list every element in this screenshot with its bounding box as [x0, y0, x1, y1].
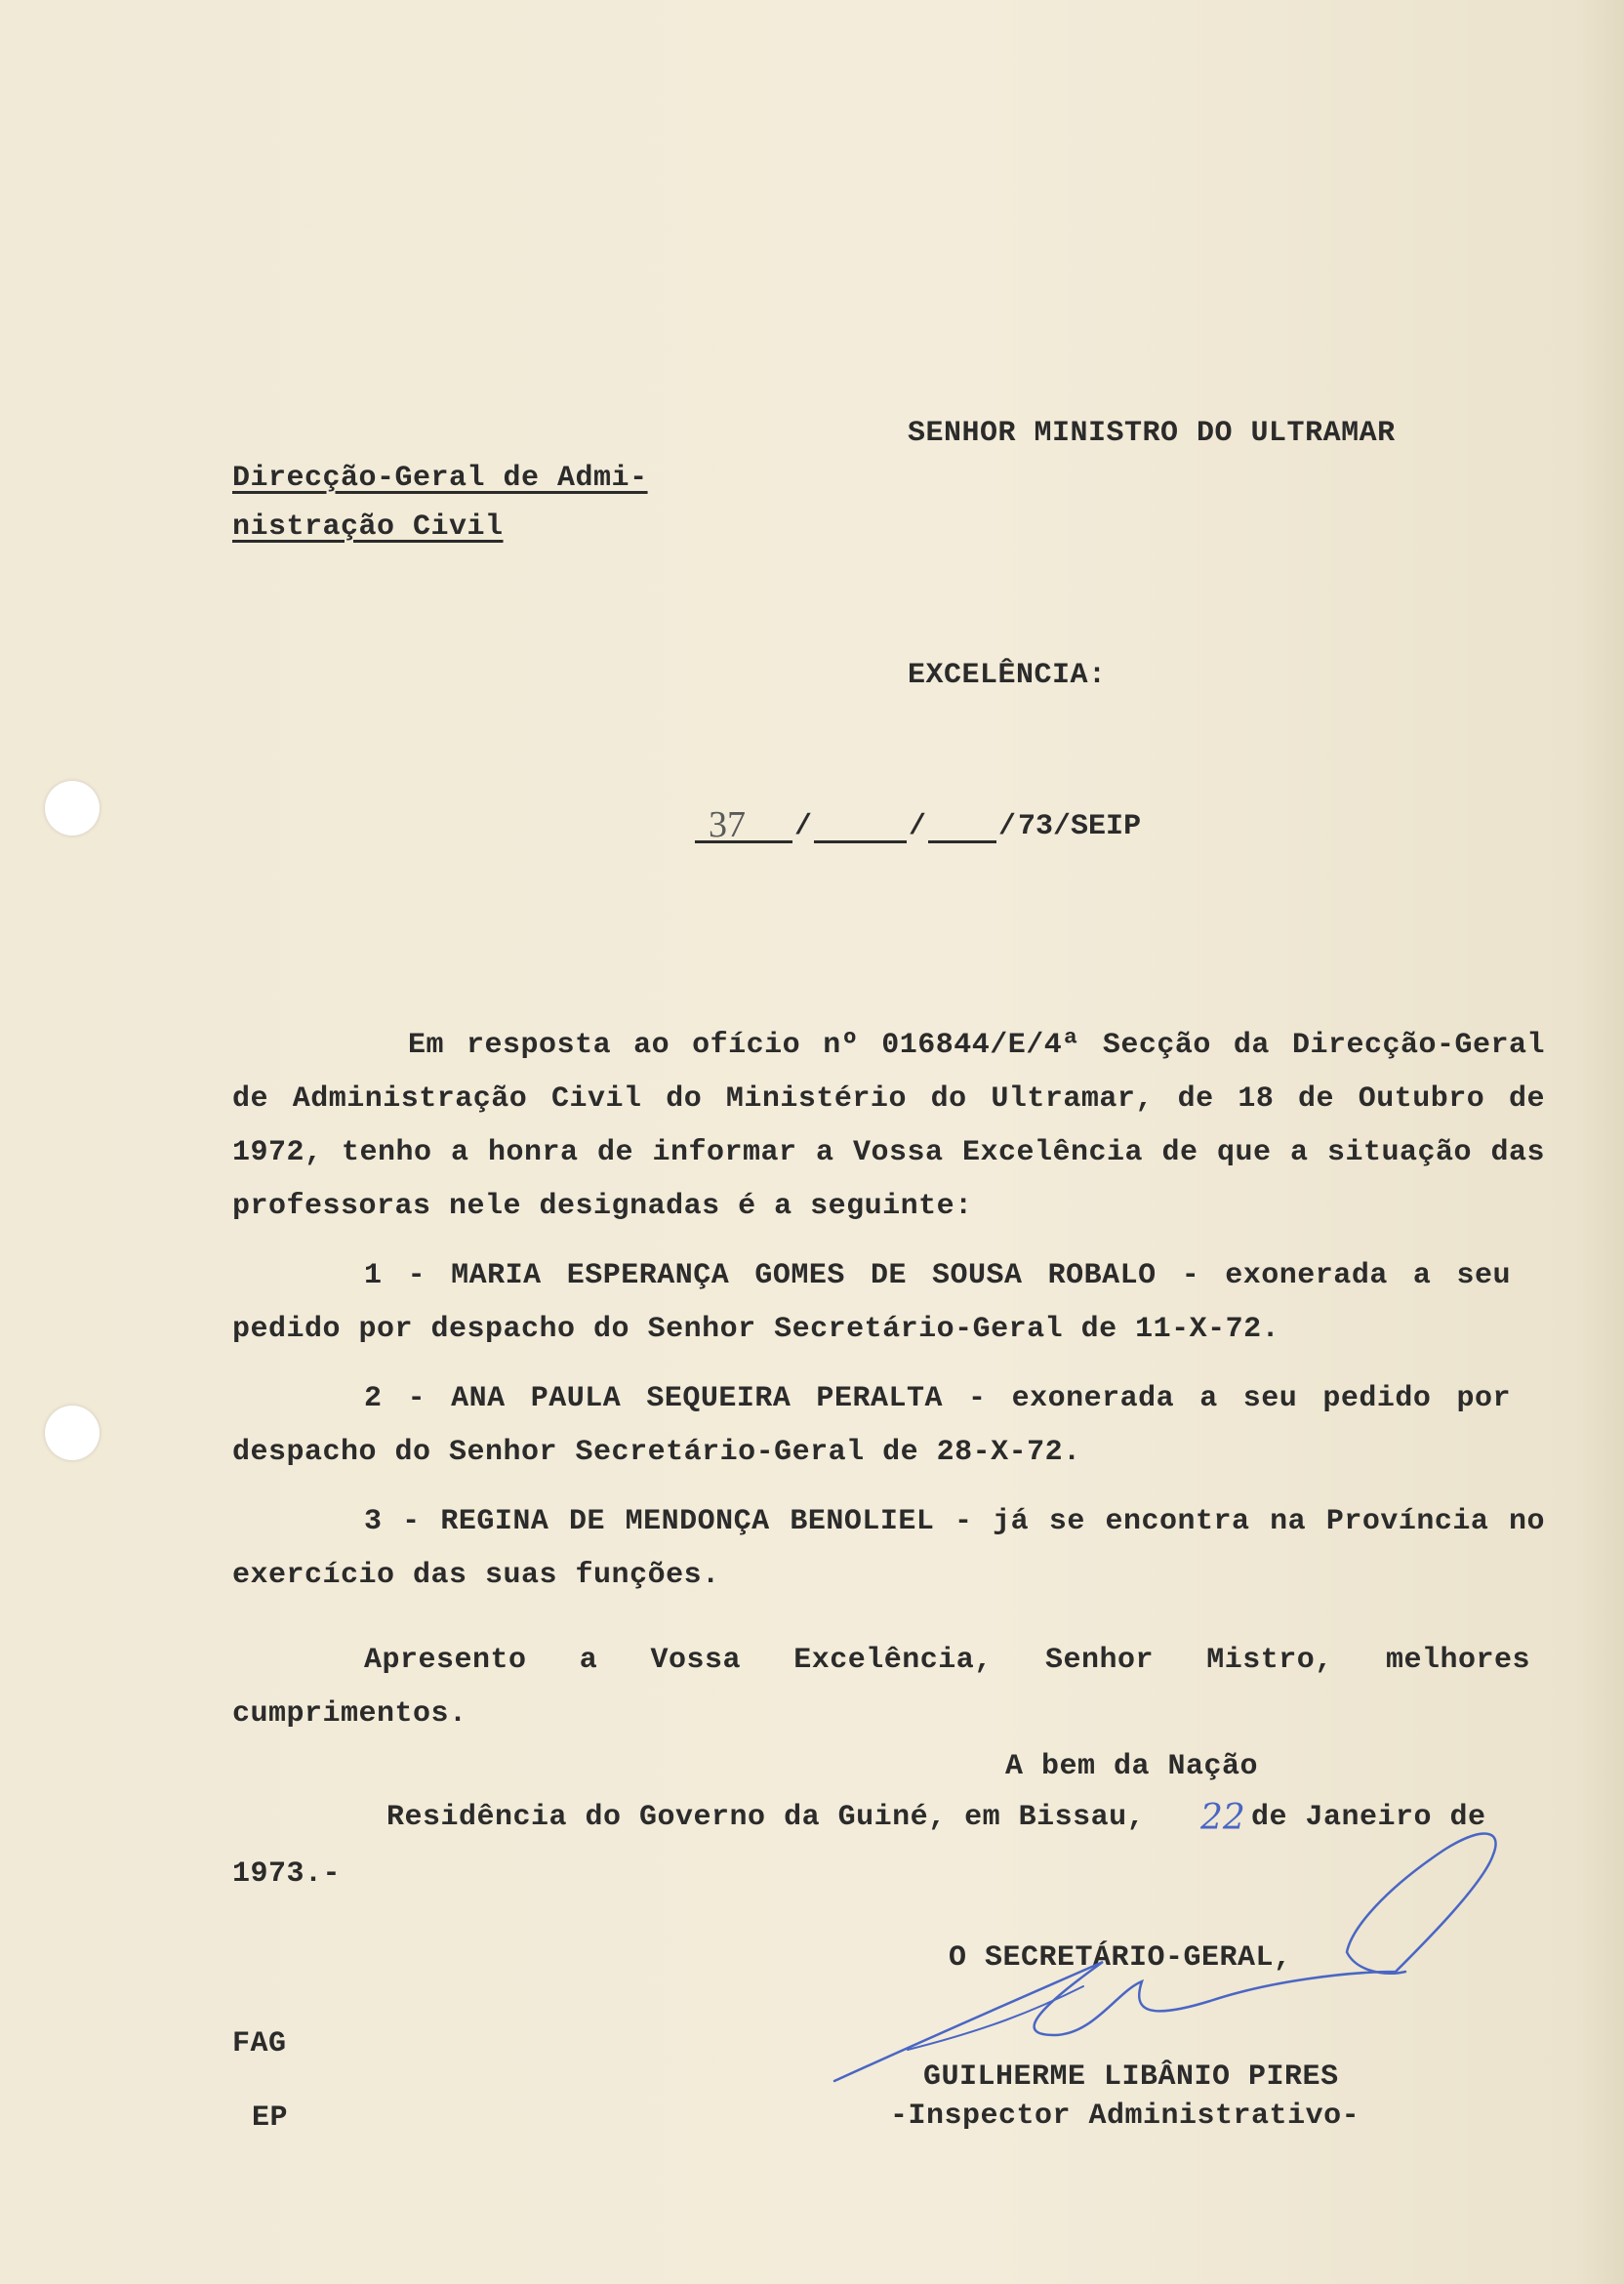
- addressee: SENHOR MINISTRO DO ULTRAMAR: [908, 417, 1396, 450]
- salutation: EXCELÊNCIA:: [908, 659, 1107, 692]
- department-line-2: nistração Civil: [232, 510, 504, 544]
- reference-suffix: 73/SEIP: [1018, 810, 1142, 843]
- department-line-1: Direcção-Geral de Admi-: [232, 462, 648, 495]
- reference-number: 37: [709, 804, 746, 845]
- closing-paragraph: Apresento a Vossa Excelência, Senhor Mistro, melhores cumprimentos.: [232, 1644, 1530, 1731]
- handwritten-day: 22: [1200, 1798, 1245, 1838]
- place-date-end: de Janeiro de: [1251, 1801, 1486, 1834]
- signatory-name: GUILHERME LIBÂNIO PIRES: [923, 2060, 1339, 2094]
- list-item-2: 2 - ANA PAULA SEQUEIRA PERALTA - exonerada a seu pedido por despacho do Senhor Secretário-Geral de 28-X-72.: [232, 1382, 1511, 1469]
- initials-2: EP: [252, 2101, 289, 2135]
- signatory-role: -Inspector Administrativo-: [890, 2100, 1360, 2133]
- motto: A bem da Nação: [1005, 1750, 1259, 1783]
- intro-paragraph: Em resposta ao ofício nº 016844/E/4ª Secção da Direcção-Geral de Administração Civil do Ministério do Ultramar, de 18 de Outubro de 1972, tenho a honra de informar a Vossa Excelência de que a situação das professoras nele designadas é a seguinte:: [232, 1029, 1545, 1223]
- place-date-start: Residência do Governo da Guiné, em Bissau,: [386, 1801, 1146, 1834]
- list-item-3: 3 - REGINA DE MENDONÇA BENOLIEL - já se encontra na Província no exercício das suas funções.: [232, 1505, 1545, 1592]
- list-item-1: 1 - MARIA ESPERANÇA GOMES DE SOUSA ROBALO - exonerada a seu pedido por despacho do Senhor Secretário-Geral de 11-X-72.: [232, 1259, 1511, 1346]
- initials-1: FAG: [232, 2027, 287, 2060]
- reference-line: 37 / / / 73/SEIP: [695, 800, 1141, 843]
- year: 1973.-: [232, 1857, 342, 1891]
- signatory-title: O SECRETÁRIO-GERAL,: [949, 1941, 1292, 1975]
